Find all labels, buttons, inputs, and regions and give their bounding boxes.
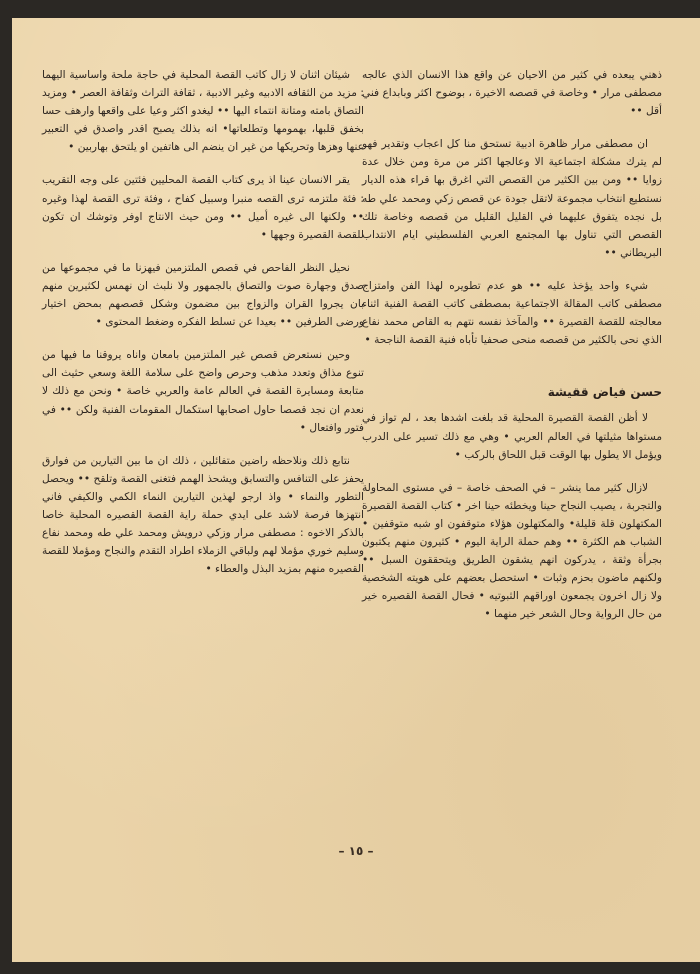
paragraph: شيئان اثنان لا زال كاتب القصة المحلية في حاجة ملحة واساسية اليهما : مزيد من الثقافه الادبيه وغير الادبية ، ثقافة التراث وثقافة العصر • ومزيد التصاق بامته ومتانة انتماء اليها •• ليغدو اكثر وعيا على واقعها وارهف حسا بخفق قلبها، بهمومها وتطلعاتها• انه بذلك يصبح اقدر واصدق في التعبير عنها وهزها وتحريكها من غير ان ينضم الى هاتفين او يلتحق بهاربين • xyxy=(42,69,364,154)
paragraph: ان مصطفى مرار ظاهرة ادبية تستحق منا كل اعجاب وتقدير فهو لم يترك مشكلة اجتماعية الا وعالجها اكثر من مرة ومن خلال عدة زوايا •• ومن بين الكثير من القصص التي اغرق بها قراء هذه الديار نستطيع انتخاب مجموعة لاتقل جودة عن قصص زكي ومحمد علي طه بل نجده يتفوق عليهما في القليل القليل من قصصه وخاصة تلك القصص التي تناول بها المجتمع العربي الفلسطيني ايام الانتداب البريطاني •• xyxy=(362,138,662,259)
right-column xyxy=(362,66,662,638)
author-heading: حسن فياض ققيشة xyxy=(547,385,662,400)
paragraph: يقر الانسان عينا اذ يرى كتاب القصة المحليين فئتين على وجه التقريب : فئة ملتزمه ترى القصه منبرا وسبيل كفاح ، وفئة ترى القصة لهذا وغيره •• ولكنها الى غيره أميل •• ومن حيث الانتاج اوفر وتوشك ان تكون للقصة القصيرة وجهها • xyxy=(42,174,364,241)
paragraph: شيء واحد يؤخذ عليه •• هو عدم تطويره لهذا الفن وامتزاج مصطفى كاتب المقالة الاجتماعية بمصطفى كاتب القصة الفنية اثناء معالجته للقصة القصيرة •• والمآخذ نفسه نتهم به القاص محمد نفاع الذي نحى بالكثير من قصصه منحى صحفيا تأباه فنية القصة الناجحة • xyxy=(362,279,662,347)
paragraph: لازال كثير مما ينشر – في الصحف خاصة – في مستوى المحاولة والتجربة ، يصيب النجاح حينا ويخطئه حينا اخر • كتاب القصة القصيرة المكتهلون قلة قليلة• والمكتهلون هؤلاء متوقفون او شبه متوقفين • الشباب هم الكثرة •• وهم حملة الراية اليوم • كثيرون منهم يكتبون بجرأة وثقة ، يدركون انهم يشقون الطريق ويتحققون السبل •• ولكنهم ماضون بحزم وثبات • استحصل بعضهم على هويته الشخصية ولا زال اخرون يجمعون اوراقهم الثبوتيه • فحال القصة القصيره خير من حال الرواية وحال الشعر خير منهما • xyxy=(362,481,662,621)
left-column xyxy=(42,66,364,593)
paragraph: نتابع ذلك ونلاحظه راضين متفائلين ، ذلك ان ما بين التيارين من فوارق يحفز على التنافس والتسابق ويشحذ الهمم فتغنى القصة وتلقح •• ويحصل التطور والنماء • واذ ارجو لهذين التيارين النماء الكمي والكيفي فاني انتهزها فرصة لاشد على ايدي حملة راية القصة القصيره المحلية خاصا بالذكر الاخوه : مصطفى مرار وزكي درويش ومحمد علي طه ومحمد نفاع وسليم خوري مؤملا لهم ولباقي الزملاء اطراد التقدم والنجاح ومؤملا للقصة القصيره منهم بمزيد البذل والعطاء • xyxy=(42,454,364,576)
paragraph: وحين نستعرض قصص غير الملتزمين بامعان واناه يروقنا ما فيها من تنوع مذاق وتعدد مذهب وحرص واضح على سلامة اللغة وسعي حثيث الى متابعة ومسايرة القصة في العالم عامة والعربي خاصة • ونحن مع ذلك لا نعدم ان نجد قصصا حاول اصحابها استكمال المقومات الفنية ولكن •• في فتور وافتعال • xyxy=(42,349,364,434)
scanned-magazine-page xyxy=(12,18,700,962)
page-number: – ١٥ – xyxy=(338,844,374,858)
paragraph: لا أظن القصة القصيرة المحلية قد بلغت اشدها بعد ، لم تواز في مستواها مثيلتها في العالم العربي • وهي مع ذلك تسير على الدرب ويؤمل الا يطول بها الوقت قبل اللحاق بالركب • xyxy=(362,412,662,461)
paragraph: ذهني يبعده في كثير من الاحيان عن واقع هذا الانسان الذي عالجه مصطفى مرار • وخاصة في قصصه الاخيرة ، بوضوح اكثر وبابداع فني أقل •• xyxy=(362,69,662,118)
paragraph: نحيل النظر الفاحص في قصص الملتزمين فيهزنا ما في مجموعها من صدق وجهارة صوت والتصاق بالجمهور ولا نلبث ان نهمس لكثيرين منهم بان يجروا القران والزواج بين مضمون وشكل قصصهم بمحض اختيار ورضى الطرفين •• بعيدا عن تسلط الفكره وضغط المحتوى • xyxy=(42,261,364,329)
